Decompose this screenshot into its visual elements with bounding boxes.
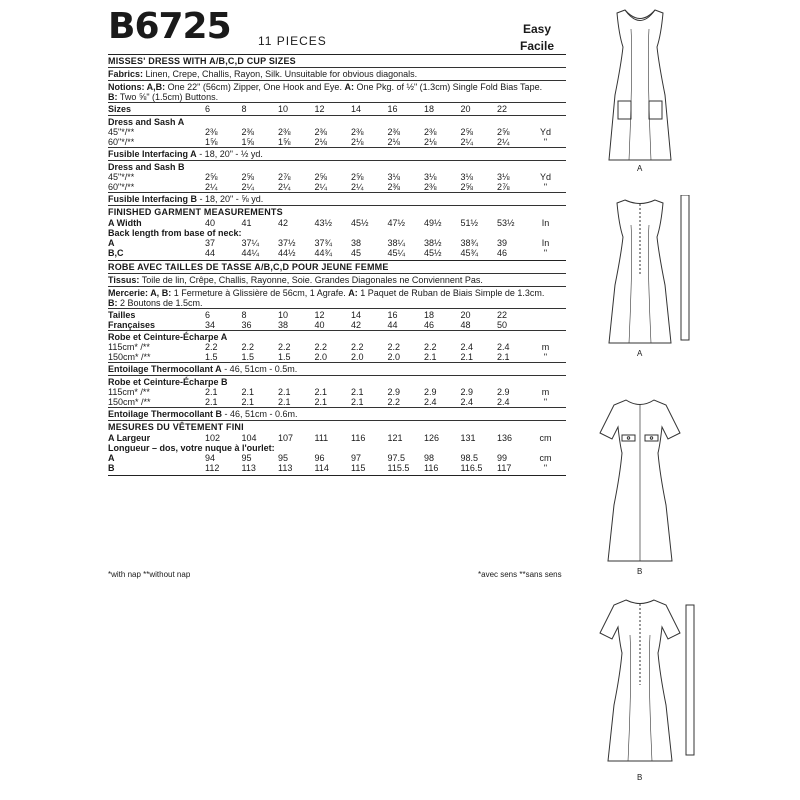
table-row: [108, 137, 566, 147]
table-cell: 49½: [424, 218, 442, 228]
row-label: 115cm* /**: [108, 342, 150, 352]
interfacing-b-line: Fusible Interfacing B - 18, 20" - ⅝ yd.: [108, 194, 264, 204]
francaises-row: [108, 320, 566, 330]
table-cell: 2.1: [241, 397, 255, 407]
table-cell: 2⅝: [241, 172, 255, 182]
unit-cell: ": [543, 352, 548, 362]
table-cell: 2¼: [460, 137, 474, 147]
table-cell: 38: [351, 238, 362, 248]
table-cell: 2.1: [314, 397, 328, 407]
table-cell: 2¼: [314, 182, 328, 192]
table-cell: 2.2: [424, 342, 437, 352]
table-cell: 115: [351, 463, 366, 473]
table-cell: 18: [424, 104, 435, 114]
table-cell: 98.5: [460, 453, 479, 463]
tailles-row: [108, 309, 566, 320]
row-label: A: [108, 453, 115, 463]
english-title: MISSES' DRESS WITH A/B,C,D CUP SIZES: [108, 56, 296, 66]
robe-b-heading: Robe et Ceinture-Écharpe B: [108, 377, 228, 387]
table-cell: 1.5: [241, 352, 255, 362]
table-cell: 43½: [314, 218, 333, 228]
sizes-row: [108, 103, 566, 115]
table-cell: 2⅜: [387, 182, 401, 192]
dress-b-front-sketch: [590, 395, 690, 565]
table-cell: 10: [278, 104, 289, 114]
pattern-number: B6725: [108, 6, 231, 47]
table-cell: 3⅛: [460, 172, 474, 182]
table-cell: 126: [424, 433, 440, 443]
largeur-row: [108, 433, 566, 443]
table-cell: 10: [278, 310, 289, 320]
table-cell: 2.2: [351, 342, 364, 352]
table-cell: 34: [205, 320, 216, 330]
table-cell: 6: [205, 104, 211, 114]
row-label: 45"*/**: [108, 172, 135, 182]
table-cell: 112: [205, 463, 220, 473]
table-cell: 8: [241, 104, 247, 114]
table-cell: 2¼: [205, 182, 218, 192]
table-cell: 116: [424, 463, 439, 473]
table-cell: 2⅜: [387, 127, 401, 137]
table-cell: 2.1: [351, 387, 364, 397]
table-cell: 38¼: [387, 238, 406, 248]
difficulty-easy: Easy: [523, 22, 552, 36]
table-cell: 14: [351, 104, 362, 114]
footnote-english: *with nap **without nap: [108, 570, 191, 579]
row-label: Sizes: [108, 104, 132, 114]
unit-cell: ": [543, 248, 548, 258]
table-cell: 2⅝: [205, 172, 218, 182]
table-cell: 1⅝: [241, 137, 255, 147]
table-cell: 16: [387, 310, 398, 320]
table-cell: 2.1: [278, 397, 291, 407]
table-cell: 97: [351, 453, 362, 463]
unit-cell: In: [541, 218, 550, 228]
table-cell: 46: [424, 320, 435, 330]
table-cell: 2.0: [314, 352, 328, 362]
sketch-label-a-front: A: [637, 164, 643, 173]
table-cell: 2.1: [424, 352, 437, 362]
table-cell: 39: [497, 238, 508, 248]
table-cell: 95: [278, 453, 289, 463]
unit-cell: Yd: [539, 172, 551, 182]
table-cell: 113: [241, 463, 256, 473]
table-cell: 2.9: [497, 387, 510, 397]
table-row: [108, 127, 566, 137]
row-label: 150cm* /**: [108, 397, 151, 407]
table-cell: 2⅜: [351, 127, 364, 137]
table-cell: 2.0: [387, 352, 401, 362]
width-row: [108, 218, 566, 228]
table-cell: 117: [497, 463, 512, 473]
table-cell: 12: [314, 104, 325, 114]
french-title: ROBE AVEC TAILLES DE TASSE A/B,C,D POUR JEUNE FEMME: [108, 262, 389, 272]
table-cell: 38: [278, 320, 289, 330]
table-cell: 2.2: [278, 342, 291, 352]
table-cell: 12: [314, 310, 325, 320]
mercerie-line: Mercerie: A, B: 1 Fermeture à Glissière de 56cm, 1 Agrafe. A: 1 Paquet de Ruban de Biais Simple de 1.3cm.: [108, 288, 545, 298]
table-cell: 2.2: [205, 342, 218, 352]
table-cell: 44: [205, 248, 216, 258]
table-cell: 2⅛: [314, 137, 328, 147]
table-cell: 2.1: [278, 387, 291, 397]
table-cell: 99: [497, 453, 508, 463]
unit-cell: In: [541, 238, 550, 248]
table-cell: 104: [241, 433, 257, 443]
dress-a-back-sketch: [595, 195, 700, 345]
table-cell: 50: [497, 320, 508, 330]
interfacing-a-line: Fusible Interfacing A - 18, 20" - ½ yd.: [108, 149, 263, 159]
row-label: A: [108, 238, 115, 248]
row-label: Tailles: [108, 310, 136, 320]
difficulty-label: [520, 21, 554, 55]
table-cell: 1⅝: [205, 137, 218, 147]
table-cell: 2⅝: [460, 127, 474, 137]
row-label: 115cm* /**: [108, 387, 150, 397]
table-cell: 1.5: [278, 352, 291, 362]
table-cell: 45: [351, 248, 362, 258]
sketch-label-a-back: A: [637, 349, 643, 358]
table-cell: 113: [278, 463, 293, 473]
table-row: [108, 387, 566, 397]
unit-cell: ": [543, 463, 548, 473]
footnote-french: *avec sens **sans sens: [478, 570, 562, 579]
table-cell: 2¼: [351, 182, 364, 192]
row-label: A Largeur: [108, 433, 151, 443]
row-label: B: [108, 463, 115, 473]
table-cell: 2⅜: [314, 127, 328, 137]
table-cell: 2⅜: [424, 182, 437, 192]
table-cell: 2.9: [387, 387, 401, 397]
table-cell: 2.1: [241, 387, 255, 397]
row-label: Françaises: [108, 320, 156, 330]
table-cell: 2⅛: [387, 137, 401, 147]
table-cell: 2⅝: [460, 182, 474, 192]
table-cell: 2⅛: [351, 137, 364, 147]
table-cell: 36: [241, 320, 252, 330]
table-cell: 2.4: [424, 397, 437, 407]
table-cell: 2⅝: [497, 127, 510, 137]
dress-b-heading: Dress and Sash B: [108, 162, 185, 172]
robe-a-heading: Robe et Ceinture-Écharpe A: [108, 332, 228, 342]
table-cell: 2¼: [241, 182, 255, 192]
dress-a-front-sketch: [595, 5, 685, 165]
table-row: [108, 352, 566, 362]
table-cell: 2¼: [278, 182, 291, 192]
back-length-heading: Back length from base of neck:: [108, 228, 242, 238]
table-cell: 2⅜: [241, 127, 255, 137]
row-label: 60"*/**: [108, 182, 135, 192]
table-row: [108, 172, 566, 182]
table-row: [108, 248, 566, 258]
table-cell: 42: [351, 320, 362, 330]
table-cell: 97.5: [387, 453, 406, 463]
table-cell: 38¾: [460, 238, 479, 248]
table-cell: 2.1: [497, 352, 510, 362]
table-cell: 94: [205, 453, 216, 463]
entoilage-a-line: Entoilage Thermocollant A - 46, 51cm - 0.5m.: [108, 364, 298, 374]
table-cell: 1.5: [205, 352, 218, 362]
table-cell: 45¼: [387, 248, 406, 258]
table-cell: 48: [460, 320, 471, 330]
table-cell: 2.2: [314, 342, 328, 352]
table-cell: 2⅝: [314, 172, 328, 182]
pieces-count: 11 PIECES: [258, 34, 327, 48]
table-cell: 44½: [278, 248, 296, 258]
dress-b-back-sketch: [590, 595, 700, 765]
row-label: A Width: [108, 218, 142, 228]
table-cell: 2.1: [460, 352, 474, 362]
table-cell: 2.0: [351, 352, 364, 362]
unit-cell: m: [541, 342, 550, 352]
notions-line: Notions: A,B: One 22" (56cm) Zipper, One Hook and Eye. A: One Pkg. of ½" (1.3cm) Single Fold Bias Tape.: [108, 82, 543, 92]
table-cell: 2⅝: [351, 172, 364, 182]
table-cell: 18: [424, 310, 435, 320]
table-cell: 111: [314, 433, 329, 443]
table-cell: 2.4: [460, 342, 474, 352]
table-cell: 8: [241, 310, 247, 320]
table-row: [108, 453, 566, 463]
table-cell: 2.1: [205, 397, 218, 407]
unit-cell: cm: [539, 453, 552, 463]
notions-b-line: B: Two ⅝" (1.5cm) Buttons.: [108, 92, 219, 102]
table-cell: 42: [278, 218, 289, 228]
row-label: 150cm* /**: [108, 352, 151, 362]
table-cell: 2.4: [497, 342, 510, 352]
table-cell: 2.2: [387, 397, 401, 407]
table-cell: 2⅛: [424, 137, 437, 147]
table-cell: 115.5: [387, 463, 410, 473]
table-cell: 37¾: [314, 238, 333, 248]
table-row: [108, 182, 566, 192]
sketch-label-b-back: B: [637, 773, 643, 782]
table-cell: 16: [387, 104, 398, 114]
table-cell: 51½: [460, 218, 479, 228]
table-cell: 107: [278, 433, 294, 443]
table-cell: 2⅜: [424, 127, 437, 137]
fabrics-line: Fabrics: Linen, Crepe, Challis, Rayon, Silk. Unsuitable for obvious diagonals.: [108, 69, 418, 79]
finished-measurements-heading: FINISHED GARMENT MEASUREMENTS: [108, 207, 283, 217]
sketch-label-b-front: B: [637, 567, 643, 576]
table-cell: 2.1: [351, 397, 364, 407]
longueur-heading: Longueur – dos, votre nuque à l'ourlet:: [108, 443, 275, 453]
table-cell: 2.4: [497, 397, 510, 407]
table-cell: 2.1: [314, 387, 328, 397]
table-cell: 20: [460, 104, 471, 114]
table-cell: 2⅞: [278, 172, 291, 182]
table-cell: 136: [497, 433, 513, 443]
table-cell: 22: [497, 104, 508, 114]
table-cell: 41: [241, 218, 252, 228]
table-cell: 37½: [278, 238, 296, 248]
table-cell: 98: [424, 453, 435, 463]
table-cell: 1⅝: [278, 137, 291, 147]
table-row: [108, 397, 566, 407]
table-cell: 2.4: [460, 397, 474, 407]
table-cell: 37: [205, 238, 216, 248]
table-cell: 40: [205, 218, 216, 228]
dress-a-heading: Dress and Sash A: [108, 117, 185, 127]
tissus-line: Tissus: Toile de lin, Crêpe, Challis, Rayonne, Soie. Grandes Diagonales ne Conviennent Pas.: [108, 275, 483, 285]
yardage-chart: [108, 54, 566, 476]
table-cell: 2⅜: [278, 127, 291, 137]
table-cell: 121: [387, 433, 403, 443]
table-cell: 116.5: [460, 463, 483, 473]
table-cell: 22: [497, 310, 508, 320]
table-cell: 44¼: [241, 248, 260, 258]
table-cell: 14: [351, 310, 362, 320]
table-cell: 45½: [351, 218, 369, 228]
table-cell: 46: [497, 248, 508, 258]
table-cell: 53½: [497, 218, 515, 228]
table-cell: 96: [314, 453, 325, 463]
table-cell: 38½: [424, 238, 442, 248]
table-cell: 131: [460, 433, 476, 443]
table-cell: 20: [460, 310, 471, 320]
table-cell: 2.9: [460, 387, 474, 397]
unit-cell: ": [543, 137, 548, 147]
table-cell: 2⅞: [497, 182, 510, 192]
unit-cell: ": [543, 397, 548, 407]
table-cell: 40: [314, 320, 325, 330]
table-cell: 44: [387, 320, 398, 330]
mercerie-b-line: B: 2 Boutons de 1.5cm.: [108, 298, 203, 308]
table-cell: 2.2: [387, 342, 401, 352]
table-cell: 2.1: [205, 387, 218, 397]
table-cell: 102: [205, 433, 221, 443]
unit-cell: ": [543, 182, 548, 192]
table-cell: 2.9: [424, 387, 437, 397]
table-cell: 3⅛: [424, 172, 437, 182]
table-cell: 2.2: [241, 342, 255, 352]
table-row: [108, 463, 566, 473]
unit-cell: cm: [539, 433, 552, 443]
row-label: 45"*/**: [108, 127, 135, 137]
row-label: B,C: [108, 248, 124, 258]
unit-cell: m: [541, 387, 550, 397]
table-cell: 3⅛: [497, 172, 510, 182]
table-cell: 95: [241, 453, 252, 463]
table-cell: 45¾: [460, 248, 479, 258]
table-row: [108, 342, 566, 352]
difficulty-facile: Facile: [520, 39, 555, 53]
table-cell: 116: [351, 433, 366, 443]
table-cell: 2¼: [497, 137, 510, 147]
unit-cell: Yd: [539, 127, 551, 137]
table-cell: 2⅜: [205, 127, 218, 137]
table-cell: 6: [205, 310, 211, 320]
table-cell: 3⅛: [387, 172, 401, 182]
row-label: 60"*/**: [108, 137, 135, 147]
table-cell: 37¼: [241, 238, 260, 248]
table-cell: 114: [314, 463, 329, 473]
entoilage-b-line: Entoilage Thermocollant B - 46, 51cm - 0.6m.: [108, 409, 298, 419]
mesures-heading: MESURES DU VÊTEMENT FINI: [108, 422, 244, 432]
table-cell: 44¾: [314, 248, 333, 258]
table-cell: 47½: [387, 218, 406, 228]
table-row: [108, 238, 566, 248]
table-cell: 45½: [424, 248, 442, 258]
